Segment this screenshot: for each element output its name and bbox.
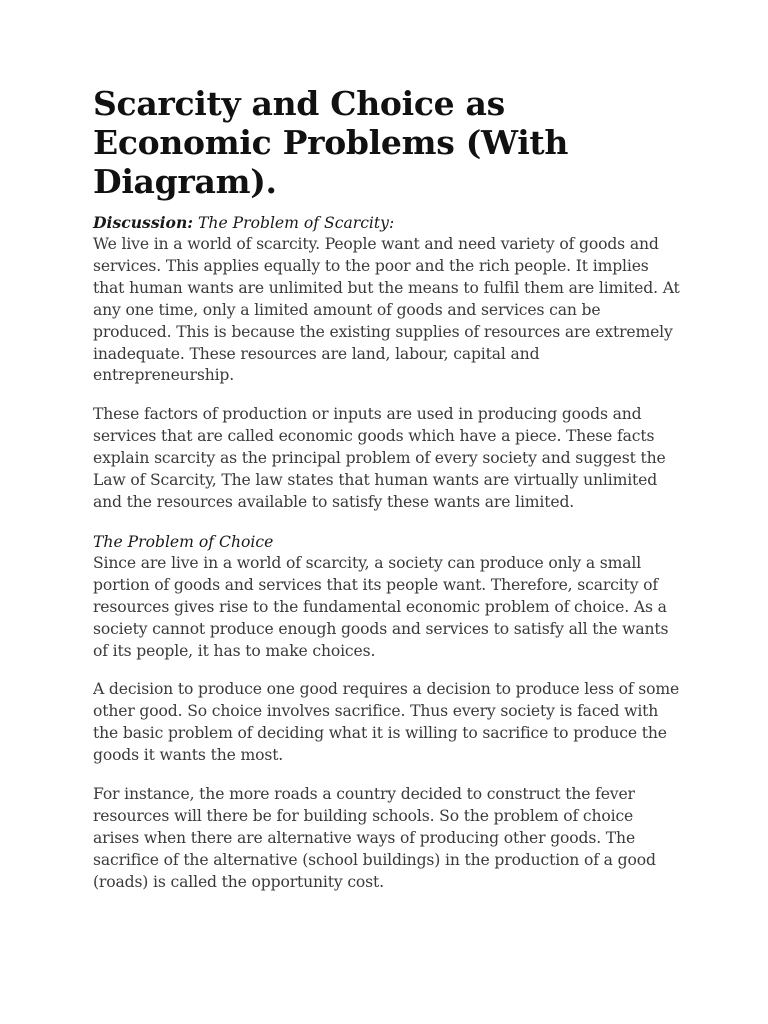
- paragraph-scarcity-2: These factors of production or inputs are used in producing goods and services that are called economic goods which have a piece. These facts explain scarcity as the principal problem of every society and suggest the Law of Scarcity, The law states that human wants are virtually unlimited and the resources available to satisfy these wants are limited.: [93, 405, 666, 511]
- paragraph-choice-2: A decision to produce one good requires a decision to produce less of some other good. So choice involves sacrifice. Thus every society is faced with the basic problem of deciding what it is willing to sacrifice to produce the goods it wants the most.: [93, 680, 680, 765]
- section-heading-choice: The Problem of Choice: [93, 532, 274, 551]
- paragraph-choice-3: For instance, the more roads a country decided to construct the fever resources will there be for building schools. So the problem of choice arises when there are alternative ways of producing other goods. The sacrifice of the alternative (school buildings) in the production of a good (roads) is called the opportunity cost.: [93, 785, 656, 891]
- paragraph-choice-1: Since are live in a world of scarcity, a society can produce only a small portion of goods and services that its people want. Therefore, scarcity of resources gives rise to the fundamental economic problem of choice. As a society cannot produce enough goods and services to satisfy all the wants of its people, it has to make choices.: [93, 553, 669, 660]
- discussion-label: Discussion:: [93, 213, 194, 232]
- scarcity-heading-text: The Problem of Scarcity:: [193, 214, 395, 232]
- document-page: [93, 84, 683, 911]
- section-heading-scarcity: [93, 212, 683, 234]
- paragraph-scarcity-1: We live in a world of scarcity. People want and need variety of goods and services. This applies equally to the poor and the rich people. It implies that human wants are unlimited but the means to fulfil them are limited. At any one time, only a limited amount of goods and services can be produced. This is because the existing supplies of resources are extremely inadequate. These resources are land, labour, capital and entrepreneurship.: [93, 235, 680, 385]
- article-title: Scarcity and Choice as Economic Problems (With Diagram).: [93, 84, 569, 201]
